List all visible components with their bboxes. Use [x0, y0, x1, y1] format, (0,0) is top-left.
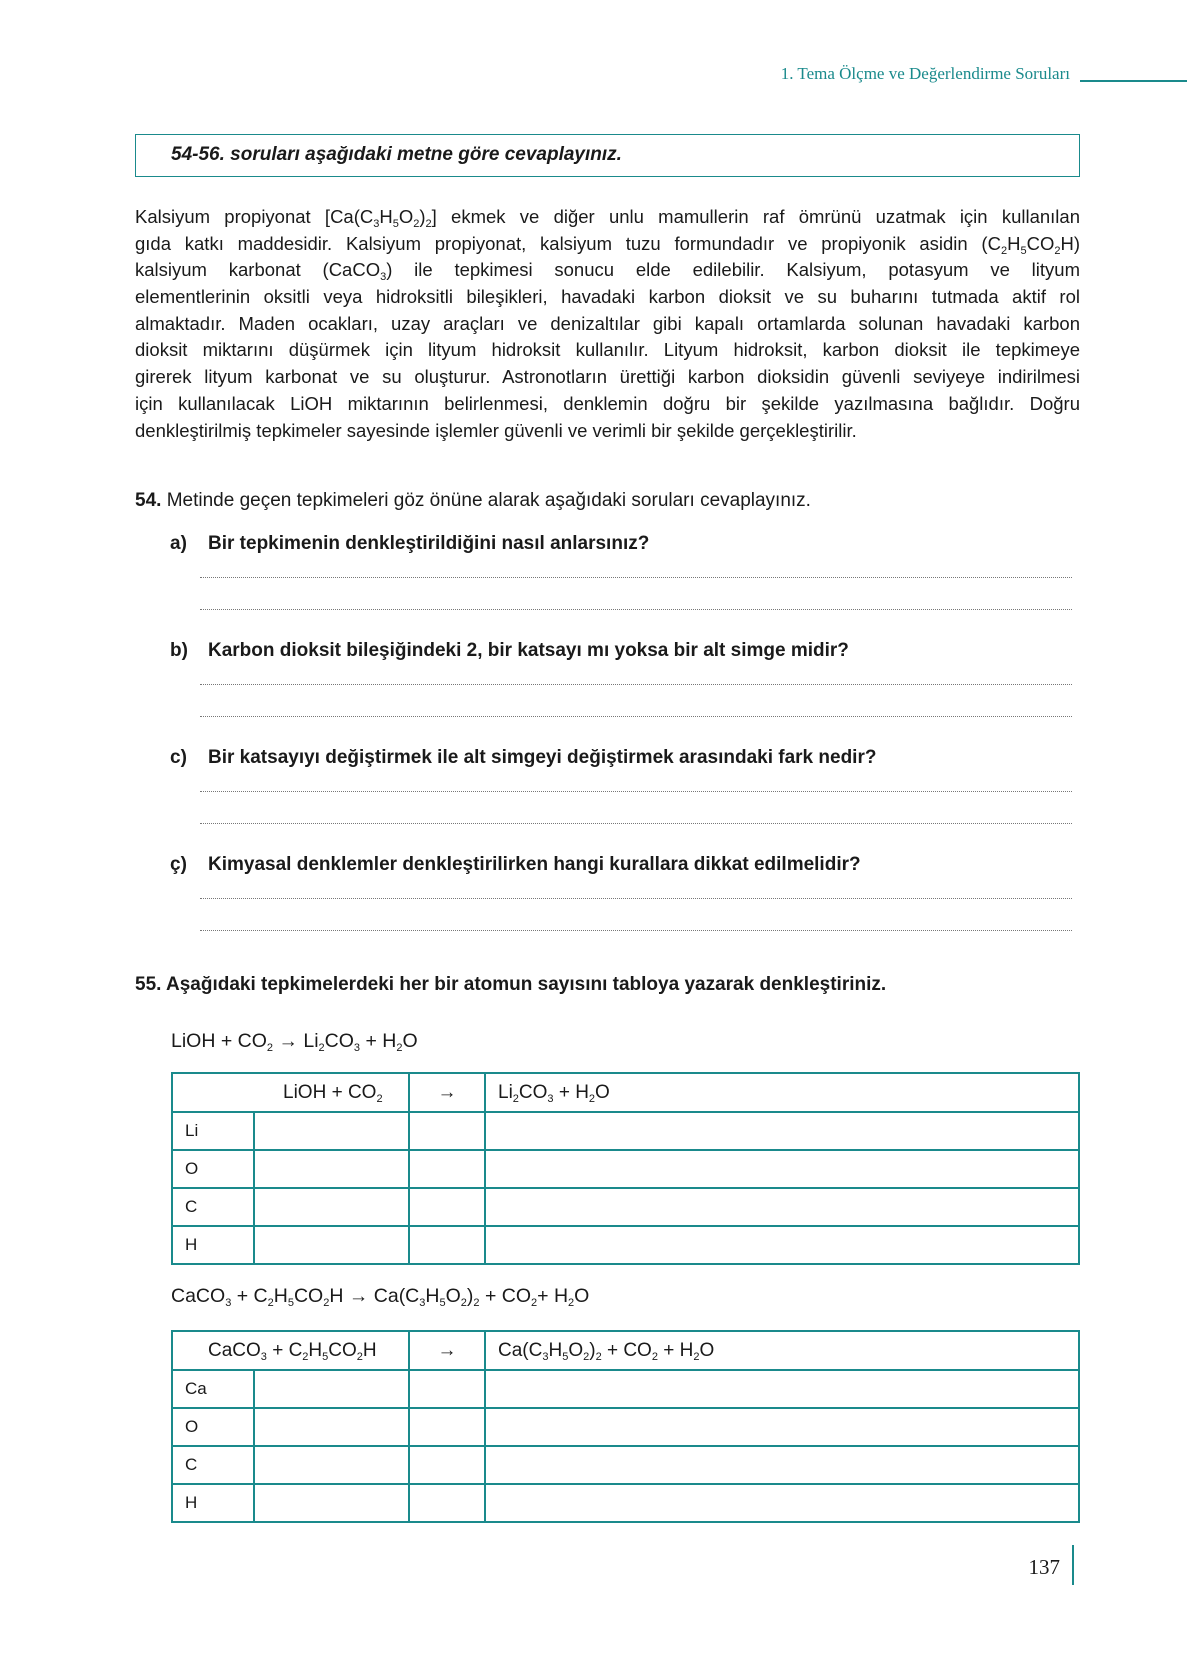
question-54 [135, 490, 811, 512]
page-number-rule [1072, 1545, 1074, 1585]
reactants-header: LiOH + $CO_2$ [172, 1073, 409, 1112]
passage-line: elementlerinin oksitli veya hidroksitli bileşikleri, havadaki karbon dioksit ve su buharını tutmada aktif rol [135, 286, 1080, 308]
arrow-cell [409, 1408, 485, 1446]
element-label: O [172, 1408, 254, 1446]
header-rule [1080, 80, 1187, 82]
reactant-count-cell[interactable] [254, 1446, 409, 1484]
answer-line[interactable] [200, 930, 1072, 931]
subquestion-a: a) Bir tepkimenin denkleştirildiğini nasıl anlarsınız? [170, 533, 650, 554]
table-row [172, 1150, 1079, 1188]
page-number: 137 [1028, 1555, 1060, 1579]
arrow-cell [409, 1112, 485, 1150]
atom-count-table-2 [171, 1330, 1080, 1523]
reactant-count-cell[interactable] [254, 1112, 409, 1150]
subquestion-c: c) Bir katsayıyı değiştirmek ile alt simgeyi değiştirmek arasındaki fark nedir? [170, 747, 877, 768]
passage-line: kalsiyum karbonat (CaCO$_3$) ile tepkimesi sonucu elde edilebilir. Kalsiyum, potasyum ve lityum [135, 259, 1080, 284]
reactant-count-cell[interactable] [254, 1408, 409, 1446]
table-header-row [172, 1073, 1079, 1112]
section-header-title: 1. Tema Ölçme ve Değerlendirme Soruları [780, 64, 1070, 83]
table-row [172, 1226, 1079, 1264]
product-count-cell[interactable] [485, 1226, 1079, 1264]
product-count-cell[interactable] [485, 1188, 1079, 1226]
arrow-cell [409, 1188, 485, 1226]
reactants-header: CaCO$_3$ + $C_2H_5CO_2H$ [172, 1331, 409, 1370]
table-row [172, 1112, 1079, 1150]
product-count-cell[interactable] [485, 1150, 1079, 1188]
arrow-cell [409, 1150, 485, 1188]
equation-1: LiOH + $CO_2 \to Li_2CO_3 + H_2O$ [171, 1030, 418, 1054]
table-row [172, 1484, 1079, 1522]
reactant-count-cell[interactable] [254, 1370, 409, 1408]
reactant-count-cell[interactable] [254, 1150, 409, 1188]
table-row [172, 1446, 1079, 1484]
table-row [172, 1188, 1079, 1226]
element-label: Li [172, 1112, 254, 1150]
table-header-row [172, 1331, 1079, 1370]
reactant-count-cell[interactable] [254, 1484, 409, 1522]
arrow-cell [409, 1484, 485, 1522]
reading-passage [135, 204, 1080, 444]
element-label: O [172, 1150, 254, 1188]
reactant-count-cell[interactable] [254, 1226, 409, 1264]
answer-line[interactable] [200, 791, 1072, 792]
answer-line[interactable] [200, 823, 1072, 824]
passage-line: denkleştirilmiş tepkimeler sayesinde işlemler güvenli ve verimli bir şekilde gerçekleştirilir. [135, 419, 857, 441]
passage-line: için kullanılacak LiOH miktarının belirlenmesi, denklemin doğru bir şekilde yazılmasına bağlıdır. Doğru [135, 392, 1080, 414]
passage-line: almaktadır. Maden ocakları, uzay araçları ve denizaltılar gibi kapalı ortamlarda solunan havadaki karbon [135, 312, 1080, 334]
answer-line[interactable] [200, 898, 1072, 899]
answer-line[interactable] [200, 716, 1072, 717]
element-label: C [172, 1446, 254, 1484]
arrow-cell [409, 1370, 485, 1408]
instruction-text: 54-56. soruları aşağıdaki metne göre cevaplayınız. [171, 144, 622, 165]
question-number: 54. [135, 490, 162, 511]
element-label: C [172, 1188, 254, 1226]
subquestion-b: b) Karbon dioksit bileşiğindeki 2, bir katsayı mı yoksa bir alt simge midir? [170, 640, 849, 661]
arrow-cell [409, 1226, 485, 1264]
equation-2: CaCO$_3$ + $C_2H_5CO_2H \to Ca(C_3H_5O_2)_2 + CO_2+ H_2O$ [171, 1285, 590, 1309]
passage-line: girerek lityum karbonat ve su oluşturur. Astronotların ürettiği karbon dioksidin güvenli seviyeye indirilmesi [135, 366, 1080, 388]
arrow-header: → [409, 1331, 485, 1370]
product-count-cell[interactable] [485, 1370, 1079, 1408]
atom-count-table-1 [171, 1072, 1080, 1265]
question-55: 55. Aşağıdaki tepkimelerdeki her bir atomun sayısını tabloya yazarak denkleştiriniz. [135, 974, 887, 995]
answer-line[interactable] [200, 577, 1072, 578]
table-row [172, 1370, 1079, 1408]
subquestion-cc: ç) Kimyasal denklemler denkleştirilirken hangi kurallara dikkat edilmelidir? [170, 854, 861, 875]
passage-line: dioksit miktarını düşürmek için lityum hidroksit kullanılır. Lityum hidroksit, karbon dioksit ile tepkimeye [135, 339, 1080, 361]
products-header: $Li_2CO_3 + H_2O$ [485, 1073, 1079, 1112]
element-label: H [172, 1226, 254, 1264]
product-count-cell[interactable] [485, 1446, 1079, 1484]
products-header: $Ca(C_3H_5O_2)_2 + CO_2 + H_2O$ [485, 1331, 1079, 1370]
passage-line: Kalsiyum propiyonat $[Ca(C_3H_5O_2)_2]$ ekmek ve diğer unlu mamullerin raf ömrünü uzatmak için kullanılan [135, 206, 1080, 230]
product-count-cell[interactable] [485, 1484, 1079, 1522]
instruction-box [135, 134, 1080, 177]
passage-line: gıda katkı maddesidir. Kalsiyum propiyonat, kalsiyum tuzu formundadır ve propiyonik asidin $(C_2H_5CO_2H)$ [135, 232, 1080, 257]
answer-line[interactable] [200, 609, 1072, 610]
answer-line[interactable] [200, 684, 1072, 685]
element-label: H [172, 1484, 254, 1522]
product-count-cell[interactable] [485, 1112, 1079, 1150]
product-count-cell[interactable] [485, 1408, 1079, 1446]
question-text: Metinde geçen tepkimeleri göz önüne alarak aşağıdaki soruları cevaplayınız. [161, 490, 811, 511]
reactant-count-cell[interactable] [254, 1188, 409, 1226]
table-row [172, 1408, 1079, 1446]
element-label: Ca [172, 1370, 254, 1408]
arrow-header: → [409, 1073, 485, 1112]
arrow-cell [409, 1446, 485, 1484]
